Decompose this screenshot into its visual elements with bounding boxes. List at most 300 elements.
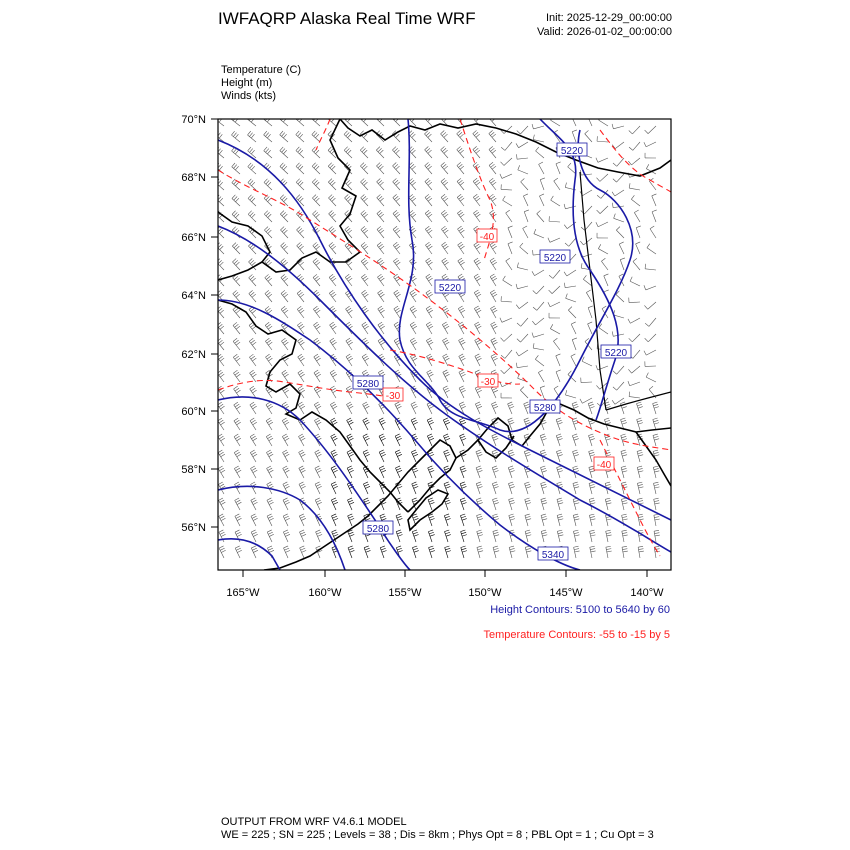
- wind-barb: [329, 290, 336, 302]
- lat-tick-label: 58°N: [181, 464, 206, 476]
- wind-barb: [644, 285, 656, 290]
- wind-barb: [565, 238, 576, 246]
- wind-barb: [346, 402, 353, 414]
- wind-barb: [231, 131, 240, 142]
- wind-barb: [551, 116, 560, 126]
- wind-barb: [283, 466, 290, 478]
- height-contour: [540, 119, 618, 420]
- wind-barb: [364, 546, 370, 558]
- wind-barb: [376, 163, 384, 174]
- wind-barb: [571, 322, 576, 334]
- wind-barb: [616, 291, 624, 302]
- wind-barb: [581, 378, 592, 383]
- wind-barb: [344, 147, 352, 158]
- wind-barb: [361, 179, 368, 190]
- wind-barb: [330, 338, 337, 350]
- wind-barb: [219, 498, 226, 510]
- height-contour: [218, 539, 280, 570]
- wind-barb: [426, 338, 433, 350]
- wind-barb: [585, 130, 592, 142]
- seward-peninsula: [218, 212, 270, 262]
- wind-barb: [636, 226, 641, 238]
- wind-barb: [296, 195, 304, 206]
- wind-barb: [572, 130, 577, 142]
- wind-barb: [628, 158, 640, 165]
- wind-barb: [232, 211, 240, 222]
- wind-barb: [605, 498, 611, 510]
- wind-barb: [251, 498, 258, 510]
- wind-barb: [475, 402, 482, 414]
- wind-barb: [425, 242, 432, 254]
- wind-barb: [628, 381, 640, 386]
- wind-barb: [645, 153, 656, 158]
- wind-barb: [500, 174, 512, 179]
- wind-barb: [216, 147, 224, 158]
- wind-barb: [614, 214, 624, 222]
- wind-barb: [503, 276, 512, 286]
- wind-barb: [474, 274, 481, 286]
- wind-barb: [573, 482, 579, 494]
- wind-barb: [596, 222, 608, 227]
- wind-barb: [589, 482, 595, 494]
- wind-barb: [458, 322, 465, 334]
- wind-barb: [264, 115, 272, 126]
- wind-barb: [501, 296, 512, 302]
- wind-barb: [532, 333, 544, 338]
- wind-barb: [296, 147, 304, 158]
- wind-barb: [473, 178, 480, 190]
- wind-barb: [283, 498, 290, 510]
- wind-barb: [394, 306, 401, 318]
- wind-barb: [612, 190, 624, 196]
- wind-barb: [523, 226, 528, 238]
- wind-barb: [376, 115, 384, 126]
- wind-barb: [297, 242, 304, 254]
- wind-barb: [267, 498, 274, 510]
- wind-barb: [329, 210, 336, 222]
- wind-barb: [517, 318, 528, 326]
- wind-barb: [533, 302, 544, 310]
- wind-barb: [395, 450, 402, 462]
- wind-barb: [457, 194, 464, 206]
- wind-barb: [444, 530, 450, 542]
- latitude-axis: [181, 114, 218, 534]
- wind-barb: [493, 546, 499, 558]
- wind-barb: [331, 498, 338, 510]
- canada-border-se: [606, 392, 671, 410]
- wind-barb: [346, 354, 353, 366]
- wind-barb: [393, 226, 400, 238]
- wind-barb: [516, 302, 528, 309]
- wind-barb: [218, 402, 225, 414]
- wind-barb: [636, 242, 641, 254]
- wind-barb: [312, 163, 320, 174]
- wind-barb: [598, 244, 608, 254]
- wind-barb: [459, 386, 466, 398]
- wind-barb: [644, 350, 656, 355]
- wind-barb: [442, 322, 449, 334]
- wind-barb: [299, 450, 306, 462]
- wind-barb: [588, 322, 593, 334]
- wind-barb: [281, 242, 288, 254]
- wind-barb: [601, 258, 608, 270]
- wind-barb: [550, 324, 560, 334]
- wind-barb: [361, 258, 368, 270]
- wind-barb: [234, 434, 241, 446]
- wind-barb: [599, 324, 608, 334]
- wind-barb: [654, 498, 660, 510]
- wind-barb: [345, 274, 352, 286]
- wind-barb: [653, 466, 659, 478]
- wind-barb: [629, 126, 640, 134]
- wind-barb: [556, 418, 562, 430]
- wind-barb: [314, 402, 321, 414]
- wind-barb: [644, 302, 656, 309]
- wind-barb: [473, 210, 480, 222]
- wind-barb: [328, 179, 336, 190]
- wind-barb: [376, 147, 384, 158]
- wind-barb: [539, 162, 544, 174]
- wind-barb: [266, 434, 273, 446]
- wind-barb: [628, 366, 640, 373]
- wind-barb: [362, 322, 369, 334]
- field-height: Height (m): [221, 77, 273, 89]
- wind-barb: [428, 466, 434, 478]
- wind-barb: [395, 434, 402, 446]
- wind-barb: [264, 147, 272, 158]
- lon-tick-label: 160°W: [308, 587, 342, 599]
- wind-barb: [248, 195, 256, 206]
- wind-barb: [491, 338, 498, 350]
- height-contour-label: 5280: [356, 379, 380, 390]
- wind-barb: [312, 147, 320, 158]
- wind-barb: [574, 546, 580, 558]
- wind-barb: [473, 130, 480, 142]
- wind-barb: [296, 163, 304, 174]
- wind-barb: [516, 363, 528, 368]
- wind-barb: [283, 530, 290, 542]
- wind-barb: [441, 194, 448, 206]
- wind-barb: [442, 338, 449, 350]
- wind-barb: [248, 211, 256, 222]
- wind-barb: [411, 402, 418, 414]
- wind-barb: [314, 322, 321, 334]
- wind-barb: [501, 184, 512, 190]
- wind-barb: [282, 418, 289, 430]
- wind-barb: [490, 306, 497, 318]
- wind-barb: [650, 226, 656, 238]
- wind-barb: [444, 450, 451, 462]
- wind-barb: [393, 194, 400, 206]
- wind-barb: [424, 131, 432, 142]
- wind-barb: [474, 290, 481, 302]
- wind-barb: [251, 546, 258, 558]
- wind-barb: [524, 450, 530, 462]
- wind-barb: [508, 402, 515, 414]
- wind-barb: [489, 162, 496, 174]
- wind-barb: [425, 178, 432, 190]
- wind-barb: [597, 174, 608, 181]
- wind-barb: [491, 354, 498, 366]
- wind-barb: [564, 270, 576, 276]
- wind-barb: [500, 382, 512, 387]
- wind-barb: [460, 466, 466, 478]
- wind-barb: [249, 290, 256, 302]
- lat-tick-label: 70°N: [181, 114, 206, 126]
- wind-barb: [476, 466, 482, 478]
- wind-barb: [580, 398, 592, 403]
- temperature-contour: [390, 350, 520, 384]
- wind-barb: [235, 482, 242, 494]
- lat-tick-label: 56°N: [181, 522, 206, 534]
- wind-barb: [460, 514, 466, 526]
- wind-barb: [363, 402, 370, 414]
- southeast-coast: [636, 432, 671, 486]
- wind-barb: [347, 466, 354, 478]
- wind-barb: [637, 418, 643, 430]
- wind-barb: [428, 530, 434, 542]
- wind-barb: [509, 498, 515, 510]
- wind-barb: [380, 546, 386, 558]
- wind-barb: [538, 370, 544, 382]
- wind-barb: [568, 307, 576, 318]
- wind-barb: [457, 146, 464, 158]
- lat-tick-label: 68°N: [181, 172, 206, 184]
- wind-barb: [501, 366, 512, 374]
- wind-barb: [540, 178, 545, 190]
- wind-barb: [426, 274, 433, 286]
- wind-barb: [280, 227, 288, 238]
- wind-barb: [250, 466, 257, 478]
- height-contours-legend: Height Contours: 5100 to 5640 by 60: [490, 604, 670, 616]
- wind-barb: [654, 514, 660, 526]
- wind-barb: [280, 163, 288, 174]
- wind-barb: [516, 284, 528, 289]
- wind-barb: [281, 306, 288, 318]
- wind-barb: [344, 131, 352, 142]
- wind-barb: [377, 178, 384, 190]
- wind-barb: [299, 466, 306, 478]
- wind-barb: [393, 163, 400, 174]
- wind-barb: [473, 146, 480, 158]
- wind-barb: [501, 393, 512, 398]
- wind-barb: [613, 158, 624, 166]
- wind-barb: [377, 226, 384, 238]
- wind-barb: [410, 338, 417, 350]
- temperature-contour-label: -40: [479, 232, 495, 243]
- wind-barb: [474, 242, 481, 254]
- wind-barb: [532, 270, 544, 276]
- wind-barb: [360, 147, 368, 158]
- wind-barb: [233, 290, 240, 302]
- wind-barb: [411, 450, 418, 462]
- wind-barb: [506, 258, 512, 270]
- wind-barb: [329, 274, 336, 286]
- wind-barb: [392, 147, 400, 158]
- wind-barb: [517, 126, 528, 134]
- wind-barb: [264, 195, 272, 206]
- lon-tick-label: 145°W: [549, 587, 583, 599]
- wind-barb: [363, 418, 370, 430]
- wind-barb: [267, 466, 274, 478]
- wind-barb: [426, 322, 433, 334]
- wind-barb: [597, 233, 608, 238]
- wind-barb: [378, 306, 385, 318]
- lon-tick-label: 150°W: [468, 587, 502, 599]
- wind-barb: [653, 418, 659, 430]
- wind-barb: [425, 210, 432, 222]
- wind-barb: [629, 334, 640, 342]
- wind-barb: [348, 514, 355, 526]
- wind-barb: [330, 402, 337, 414]
- wind-barb: [346, 306, 353, 318]
- wind-barb: [331, 434, 338, 446]
- wind-barb: [490, 290, 497, 302]
- wind-barb: [628, 318, 640, 323]
- wind-barb: [312, 179, 320, 190]
- wind-barb: [473, 194, 480, 206]
- wind-barb: [489, 178, 496, 190]
- wind-barb: [517, 263, 528, 270]
- wind-barb: [282, 434, 289, 446]
- wind-barb: [296, 131, 304, 142]
- wind-barb: [328, 163, 336, 174]
- wind-barb: [612, 124, 624, 129]
- height-contour-label: 5340: [541, 550, 565, 561]
- wind-barb: [408, 115, 416, 126]
- wind-barb: [345, 195, 352, 206]
- wind-barb: [378, 322, 385, 334]
- wind-barb: [235, 514, 242, 526]
- wind-barb: [489, 130, 496, 142]
- wind-barb: [548, 238, 560, 243]
- wind-barb: [457, 178, 464, 190]
- wind-barb: [265, 290, 272, 302]
- wind-barb: [509, 546, 515, 558]
- wind-barb: [532, 318, 544, 325]
- north-coast: [340, 119, 671, 176]
- wind-barb: [516, 142, 528, 148]
- wind-barb: [266, 354, 273, 366]
- wind-barb: [298, 434, 305, 446]
- wind-barb: [501, 158, 512, 165]
- wind-barb: [219, 546, 226, 558]
- wind-barb: [298, 354, 305, 366]
- wind-barb: [520, 387, 528, 398]
- wind-barb: [265, 338, 272, 350]
- wind-barb: [653, 402, 659, 414]
- wind-barb: [459, 354, 466, 366]
- wind-barb: [296, 115, 304, 126]
- wind-barb: [216, 195, 224, 206]
- wind-barb: [549, 216, 560, 222]
- wind-barb: [264, 211, 272, 222]
- wind-barb: [348, 546, 354, 558]
- height-contour-label: 5220: [560, 146, 584, 157]
- wind-barb: [442, 242, 449, 254]
- wind-barb: [377, 274, 384, 286]
- wind-barb: [490, 274, 497, 286]
- wind-barb: [249, 354, 256, 366]
- wind-barb: [330, 370, 337, 382]
- wind-barb: [298, 338, 305, 350]
- wind-barb: [475, 354, 482, 366]
- wind-barb: [653, 434, 659, 446]
- wind-barb: [518, 165, 528, 174]
- wind-barb: [315, 482, 322, 494]
- wind-barb: [613, 366, 624, 374]
- wind-barb: [636, 402, 642, 414]
- longitude-axis: [226, 570, 664, 599]
- wind-barb: [477, 514, 483, 526]
- wind-barb: [360, 163, 368, 174]
- wind-barb: [459, 370, 466, 382]
- wind-barb: [587, 114, 592, 126]
- wind-barb: [232, 259, 240, 270]
- wind-barb: [315, 498, 322, 510]
- wind-barb: [441, 131, 448, 142]
- wind-barb: [394, 290, 401, 302]
- wind-barb: [582, 357, 592, 366]
- wind-barb: [606, 546, 612, 558]
- wind-barb: [234, 402, 241, 414]
- wind-barb: [532, 124, 544, 129]
- wind-barb: [362, 290, 369, 302]
- wind-barb: [599, 116, 608, 126]
- lon-tick-label: 165°W: [226, 587, 260, 599]
- wind-barb: [377, 210, 384, 222]
- wind-barb: [590, 546, 596, 558]
- wind-barb: [441, 146, 448, 158]
- wind-barb: [554, 178, 560, 190]
- wind-barb: [361, 226, 368, 238]
- wind-barb: [492, 466, 498, 478]
- wind-barb: [441, 210, 448, 222]
- wind-barb: [394, 274, 401, 286]
- wind-barb: [564, 204, 576, 209]
- wind-barb: [549, 270, 560, 278]
- wind-barb: [233, 370, 240, 382]
- wind-barb: [633, 258, 640, 270]
- wind-barb: [629, 392, 640, 398]
- wind-barb: [537, 210, 544, 222]
- wind-barb: [360, 115, 368, 126]
- wind-barb: [314, 418, 321, 430]
- wind-barb: [588, 306, 593, 318]
- wind-barb: [280, 147, 288, 158]
- wind-barb: [490, 258, 497, 270]
- wind-barb: [458, 306, 465, 318]
- wind-barb: [426, 290, 433, 302]
- wind-barb: [652, 210, 657, 222]
- wind-barb: [525, 546, 531, 558]
- wind-barb: [300, 546, 307, 558]
- wind-barb: [539, 194, 544, 206]
- wind-barb: [556, 354, 561, 366]
- wind-barb: [232, 243, 240, 254]
- wind-barb: [426, 306, 433, 318]
- wind-barb: [395, 466, 402, 478]
- wind-barb: [441, 226, 448, 238]
- wind-barb: [281, 290, 288, 302]
- wind-barb: [491, 322, 498, 334]
- wind-barb: [249, 338, 256, 350]
- wind-barb: [410, 306, 417, 318]
- wind-barb: [508, 482, 514, 494]
- wind-barb: [637, 450, 643, 462]
- wind-barb: [312, 195, 320, 206]
- wind-barb: [556, 434, 562, 446]
